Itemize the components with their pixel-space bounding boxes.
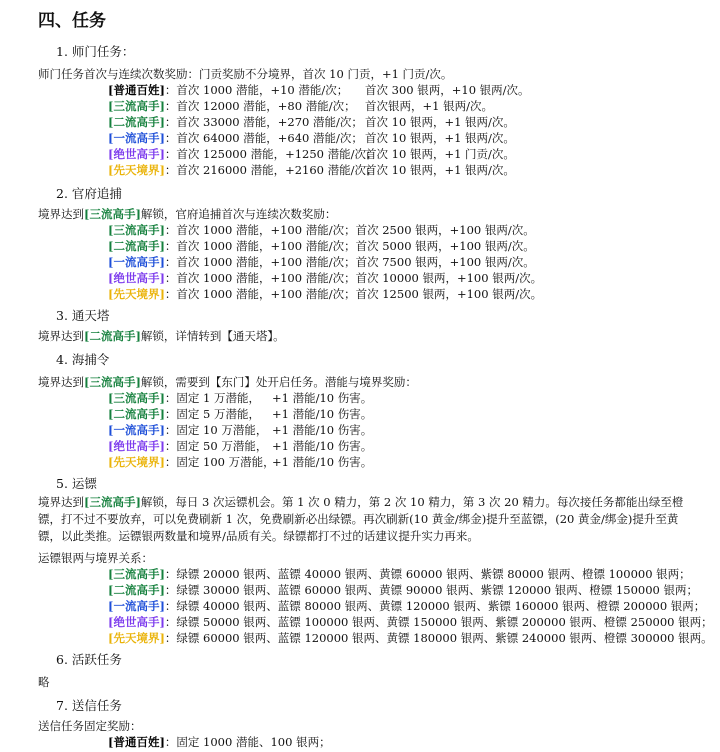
- realm-label: [二流高手]: [108, 115, 165, 129]
- s4-row: [三流高手]：固定 1 万潜能， +1 潜能/10 伤害。: [108, 391, 373, 405]
- realm-label: [先天境界]: [108, 163, 165, 177]
- s4-row: [绝世高手]：固定 50 万潜能， +1 潜能/10 伤害。: [108, 439, 373, 453]
- realm-label: [三流高手]: [84, 375, 141, 389]
- realm-label: [三流高手]: [84, 207, 141, 221]
- s1-row: [绝世高手]：首次 125000 潜能，+1250 潜能/次； 首次 10 银两，+1 门贡/次。: [108, 147, 515, 161]
- s1-row: [先天境界]：首次 216000 潜能，+2160 潜能/次； 首次 10 银两，+1 银两/次。: [108, 163, 515, 177]
- s7-intro: 送信任务固定奖励：: [38, 719, 142, 733]
- s6-title: 6. 活跃任务: [56, 652, 122, 667]
- s5-row: [三流高手]：绿镖 20000 银两、蓝镖 40000 银两、黄镖 60000 银两、紫镖 80000 银两、橙镖 100000 银两；: [108, 567, 691, 581]
- realm-label: [一流高手]: [108, 255, 165, 269]
- section-heading: 四、任务: [38, 11, 106, 31]
- s2-row: [绝世高手]：首次 1000 潜能，+100 潜能/次；首次 10000 银两，+100 银两/次。: [108, 271, 543, 285]
- realm-label: [一流高手]: [108, 423, 165, 437]
- s5-row: [一流高手]：绿镖 40000 银两、蓝镖 80000 银两、黄镖 120000 银两、紫镖 160000 银两、橙镖 200000 银两；: [108, 599, 706, 613]
- s2-row: [先天境界]：首次 1000 潜能，+100 潜能/次；首次 12500 银两，+100 银两/次。: [108, 287, 543, 301]
- s3-title: 3. 通天塔: [56, 308, 110, 323]
- s4-row: [一流高手]：固定 10 万潜能， +1 潜能/10 伤害。: [108, 423, 373, 437]
- realm-label: [二流高手]: [108, 583, 165, 597]
- s2-row: [三流高手]：首次 1000 潜能，+100 潜能/次；首次 2500 银两，+100 银两/次。: [108, 223, 535, 237]
- s3-intro: 境界达到[二流高手]解锁，详情转到【通天塔】。: [38, 329, 285, 343]
- s2-intro: 境界达到[三流高手]解锁，官府追捕首次与连续次数奖励：: [38, 207, 337, 221]
- realm-label: [一流高手]: [108, 599, 165, 613]
- realm-label: [一流高手]: [108, 131, 165, 145]
- realm-label: [绝世高手]: [108, 439, 165, 453]
- realm-label: [先天境界]: [108, 287, 165, 301]
- s7-title: 7. 送信任务: [56, 698, 122, 713]
- s1-row: [二流高手]：首次 33000 潜能，+270 潜能/次； 首次 10 银两，+1 银两/次。: [108, 115, 515, 129]
- realm-label: [绝世高手]: [108, 271, 165, 285]
- s4-intro: 境界达到[三流高手]解锁，需要到【东门】处开启任务。潜能与境界奖励：: [38, 375, 417, 389]
- s5-row: [绝世高手]：绿镖 50000 银两、蓝镖 100000 银两、黄镖 150000 银两、紫镖 200000 银两、橙镖 250000 银两；: [108, 615, 713, 629]
- s5-intro: 境界达到[三流高手]解锁，每日 3 次运镖机会。第 1 次 0 精力，第 2 次 10 精力，第 3 次 20 精力。每次接任务都能出绿至橙镖，打不过不要放弃，可以免费刷新 1 次，免费刷新必出绿镖。再次刷新(10 黄金/绑金)提升至蓝镖，(20 黄金/绑金)提升至黄镖，以此类推。运镖银两数量和境界/品质有关。绿镖都打不过的话建议提升实力再来。: [38, 495, 684, 543]
- s7-row: [普通百姓]：固定 1000 潜能、100 银两；: [108, 735, 331, 749]
- s1-title: 1. 师门任务：: [56, 44, 135, 59]
- s5-title: 5. 运镖: [56, 476, 97, 491]
- realm-label: [先天境界]: [108, 631, 165, 645]
- s5-row: [先天境界]：绿镖 60000 银两、蓝镖 120000 银两、黄镖 180000 银两、紫镖 240000 银两、橙镖 300000 银两。: [108, 631, 713, 645]
- realm-label: [二流高手]: [108, 239, 165, 253]
- s2-row: [一流高手]：首次 1000 潜能，+100 潜能/次；首次 7500 银两，+100 银两/次。: [108, 255, 535, 269]
- s5-row: [二流高手]：绿镖 30000 银两、蓝镖 60000 银两、黄镖 90000 银两、紫镖 120000 银两、橙镖 150000 银两；: [108, 583, 698, 597]
- realm-label: [二流高手]: [84, 329, 141, 343]
- realm-label: [三流高手]: [108, 391, 165, 405]
- realm-label: [三流高手]: [108, 99, 165, 113]
- s4-row: [先天境界]：固定 100 万潜能， +1 潜能/10 伤害。: [108, 455, 373, 469]
- realm-label: [普通百姓]: [108, 735, 165, 749]
- realm-label: [三流高手]: [84, 495, 141, 509]
- s1-row: [三流高手]：首次 12000 潜能，+80 潜能/次； 首次银两，+1 银两/次。: [108, 99, 493, 113]
- s5-intro2: 运镖银两与境界关系：: [38, 551, 153, 565]
- s4-title: 4. 海捕令: [56, 352, 110, 367]
- realm-label: [三流高手]: [108, 223, 165, 237]
- realm-label: [二流高手]: [108, 407, 165, 421]
- realm-label: [先天境界]: [108, 455, 165, 469]
- realm-label: [普通百姓]: [108, 83, 165, 97]
- s1-row: [一流高手]：首次 64000 潜能，+640 潜能/次； 首次 10 银两，+1 银两/次。: [108, 131, 515, 145]
- realm-label: [绝世高手]: [108, 615, 165, 629]
- s1-intro: 师门任务首次与连续次数奖励：门贡奖励不分境界，首次 10 门贡，+1 门贡/次。: [38, 67, 453, 81]
- realm-label: [三流高手]: [108, 567, 165, 581]
- realm-label: [绝世高手]: [108, 147, 165, 161]
- s1-row: [普通百姓]：首次 1000 潜能，+10 潜能/次； 首次 300 银两，+10 银两/次。: [108, 83, 530, 97]
- s4-row: [二流高手]：固定 5 万潜能， +1 潜能/10 伤害。: [108, 407, 373, 421]
- s2-title: 2. 官府追捕: [56, 186, 122, 201]
- s2-row: [二流高手]：首次 1000 潜能，+100 潜能/次；首次 5000 银两，+100 银两/次。: [108, 239, 535, 253]
- s6-body: 略: [38, 675, 50, 689]
